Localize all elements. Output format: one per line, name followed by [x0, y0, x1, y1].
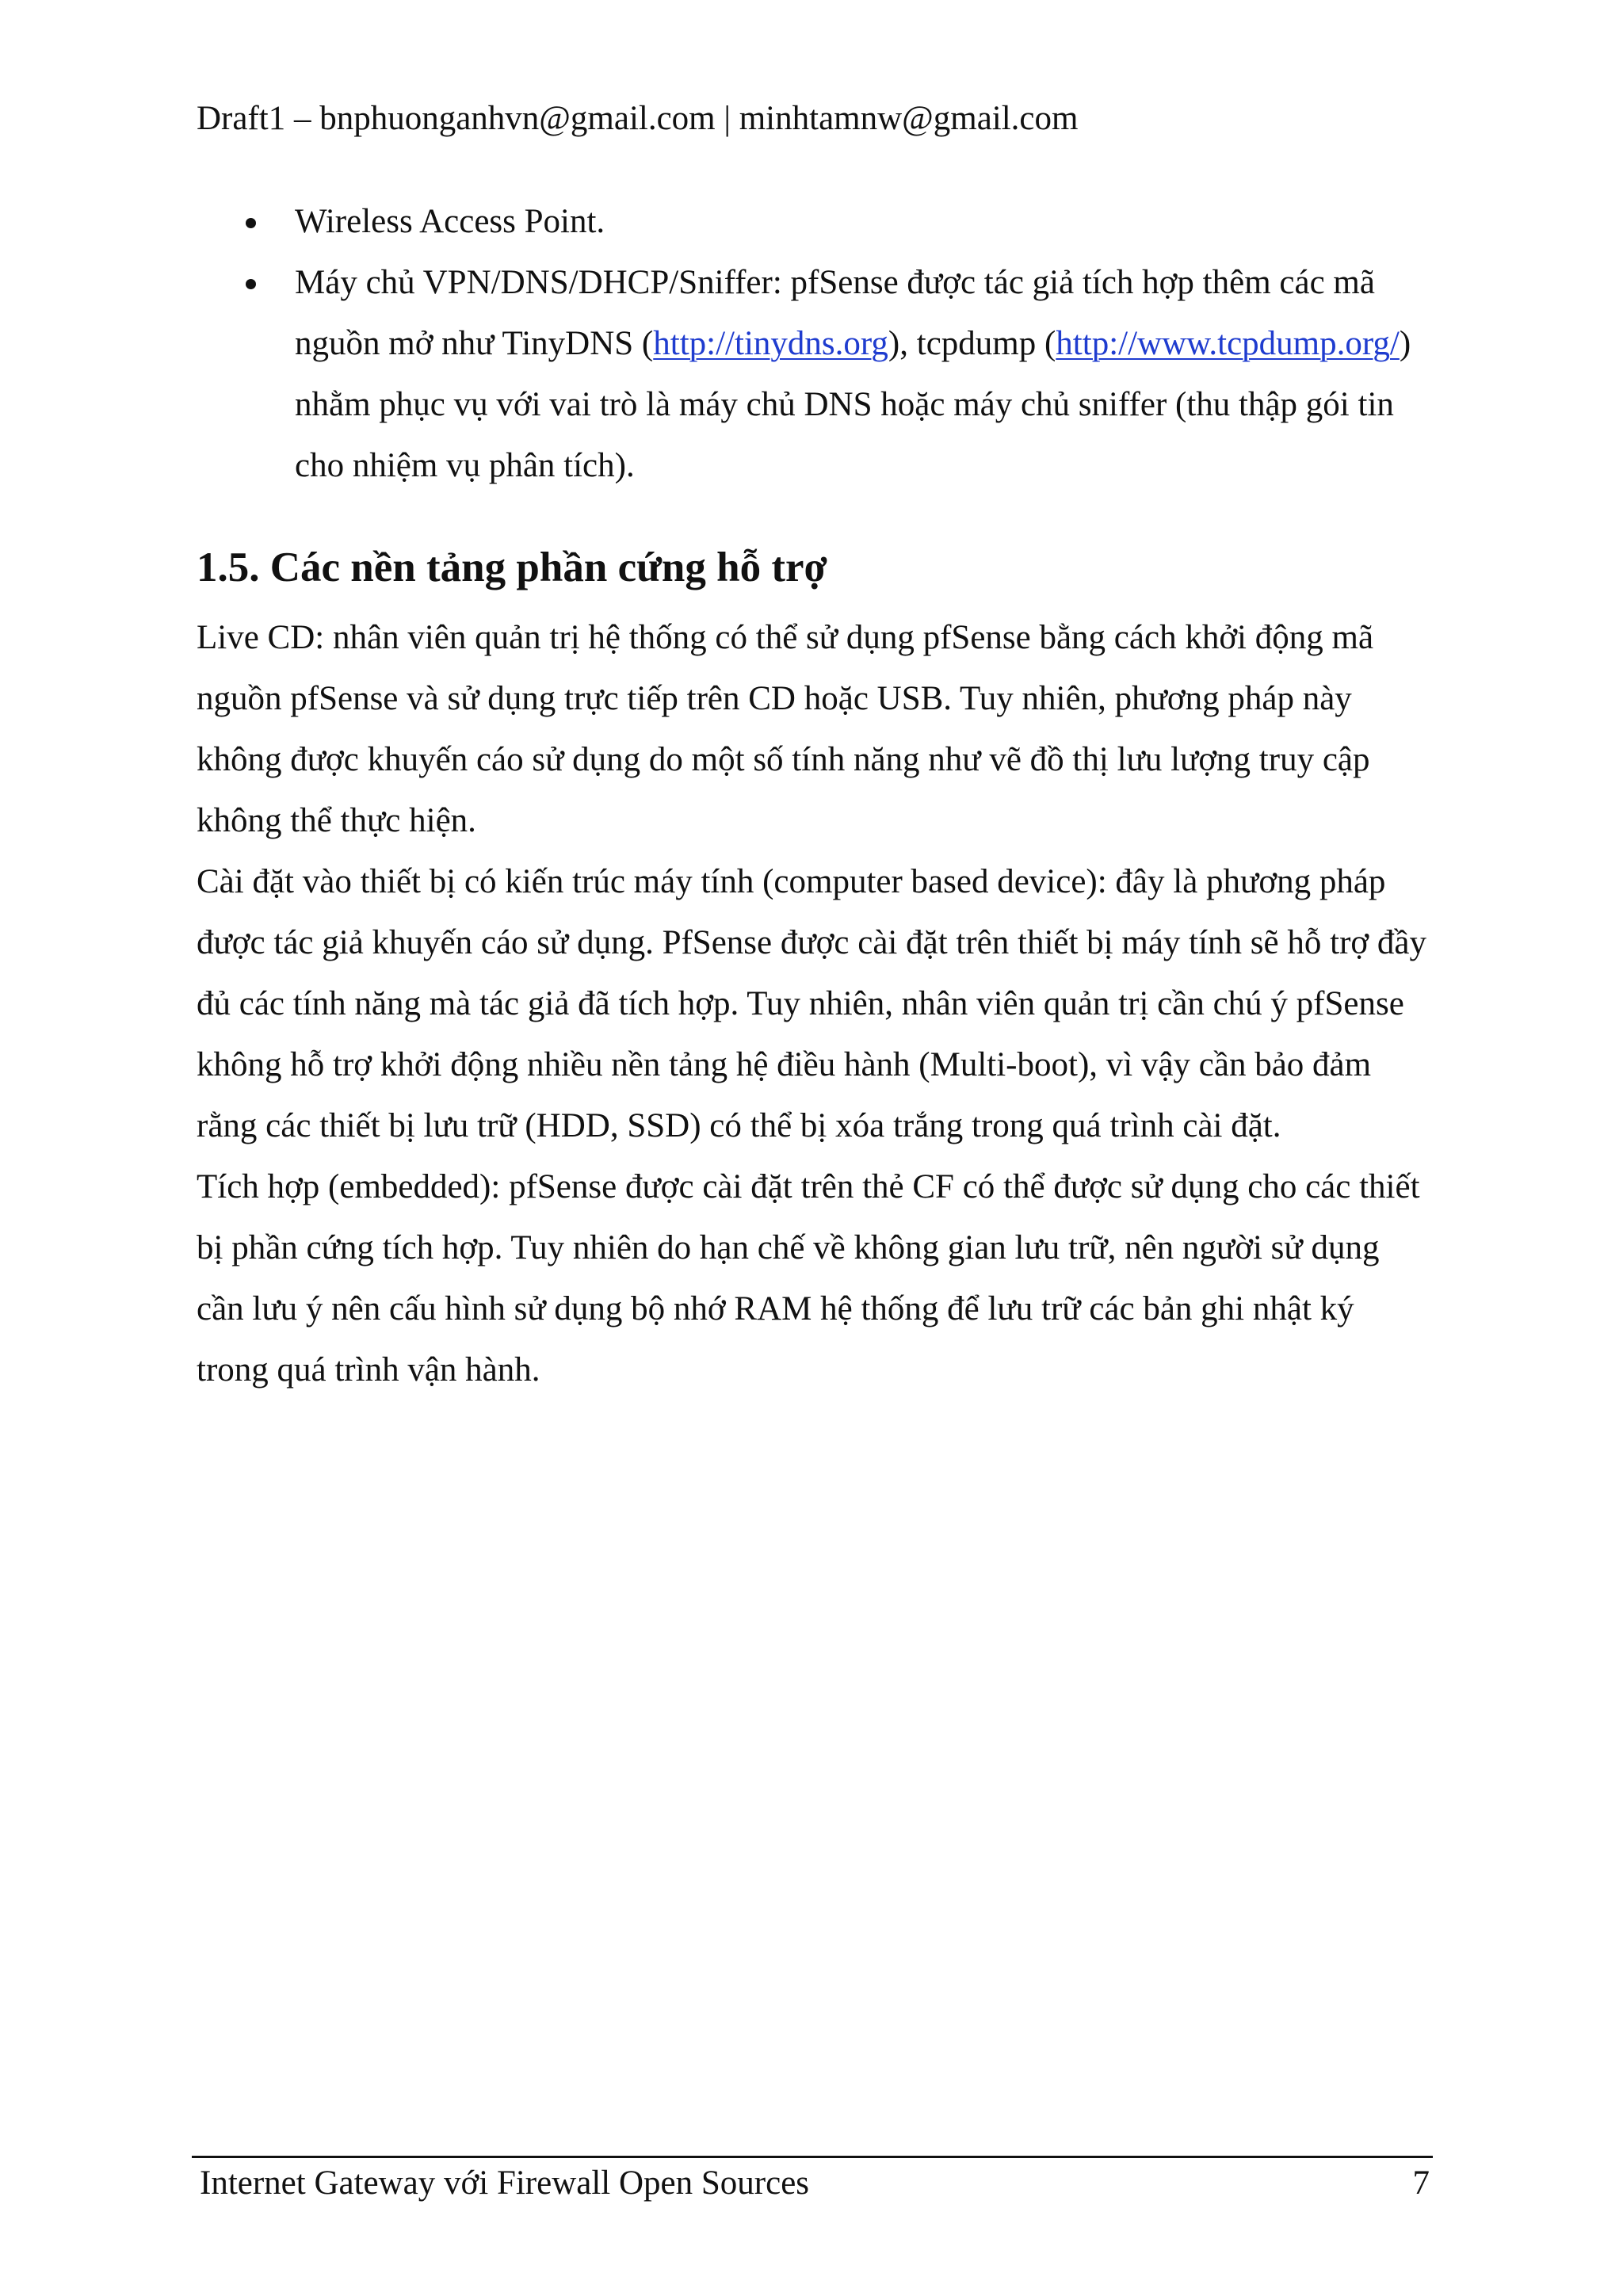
page-header: Draft1 – bnphuonganhvn@gmail.com | minhtamnw@gmail.com: [197, 100, 1079, 137]
bullet-text-part: ), tcpdump (: [888, 325, 1056, 362]
bullet-text-servers: [295, 252, 1433, 496]
bullet-icon: [246, 218, 256, 228]
list-item: [197, 191, 1433, 252]
paragraph-computer-install: Cài đặt vào thiết bị có kiến trúc máy tính (computer based device): đây là phương pháp được tác giả khuyến cáo sử dụng. PfSense được cài đặt trên thiết bị máy tính sẽ hỗ trợ đầy đủ các tính năng mà tác giả đã tích hợp. Tuy nhiên, nhân viên quản trị cần chú ý pfSense không hỗ trợ khởi động nhiều nền tảng hệ điều hành (Multi-boot), vì vậy cần bảo đảm rằng các thiết bị lưu trữ (HDD, SSD) có thể bị xóa trắng trong quá trình cài đặt.: [197, 863, 1426, 1144]
bullet-text-wireless: Wireless Access Point.: [295, 203, 605, 240]
bullet-icon: [246, 279, 256, 289]
section-body: [197, 607, 1433, 1400]
bullet-text-part: ) nhằm phục vụ với vai trò là máy chủ DNS hoặc máy chủ sniffer (thu thập gói tin cho nhiệm vụ phân tích).: [295, 325, 1411, 484]
bullet-text-part: Máy chủ VPN/DNS/DHCP/Sniffer: pfSense được tác giả tích hợp thêm các mã nguồn mở như TinyDNS (: [295, 264, 1375, 362]
page-number: 7: [1412, 2164, 1430, 2202]
tinydns-link[interactable]: http://tinydns.org: [653, 325, 888, 362]
tcpdump-link[interactable]: http://www.tcpdump.org/: [1056, 325, 1400, 362]
paragraph-embedded: Tích hợp (embedded): pfSense được cài đặt trên thẻ CF có thể được sử dụng cho các thiết bị phần cứng tích hợp. Tuy nhiên do hạn chế về không gian lưu trữ, nên người sử dụng cần lưu ý nên cấu hình sử dụng bộ nhớ RAM hệ thống để lưu trữ các bản ghi nhật ký trong quá trình vận hành.: [197, 1168, 1420, 1389]
section-heading: 1.5. Các nền tảng phần cứng hỗ trợ: [197, 544, 827, 590]
bullet-list: [197, 191, 1433, 496]
footer-divider: [192, 2156, 1433, 2158]
paragraph-live-cd: Live CD: nhân viên quản trị hệ thống có thể sử dụng pfSense bằng cách khởi động mã nguồn pfSense và sử dụng trực tiếp trên CD hoặc USB. Tuy nhiên, phương pháp này không được khuyến cáo sử dụng do một số tính năng như vẽ đồ thị lưu lượng truy cập không thể thực hiện.: [197, 619, 1374, 839]
footer-title: Internet Gateway với Firewall Open Sources: [200, 2164, 810, 2202]
list-item: [197, 252, 1433, 496]
